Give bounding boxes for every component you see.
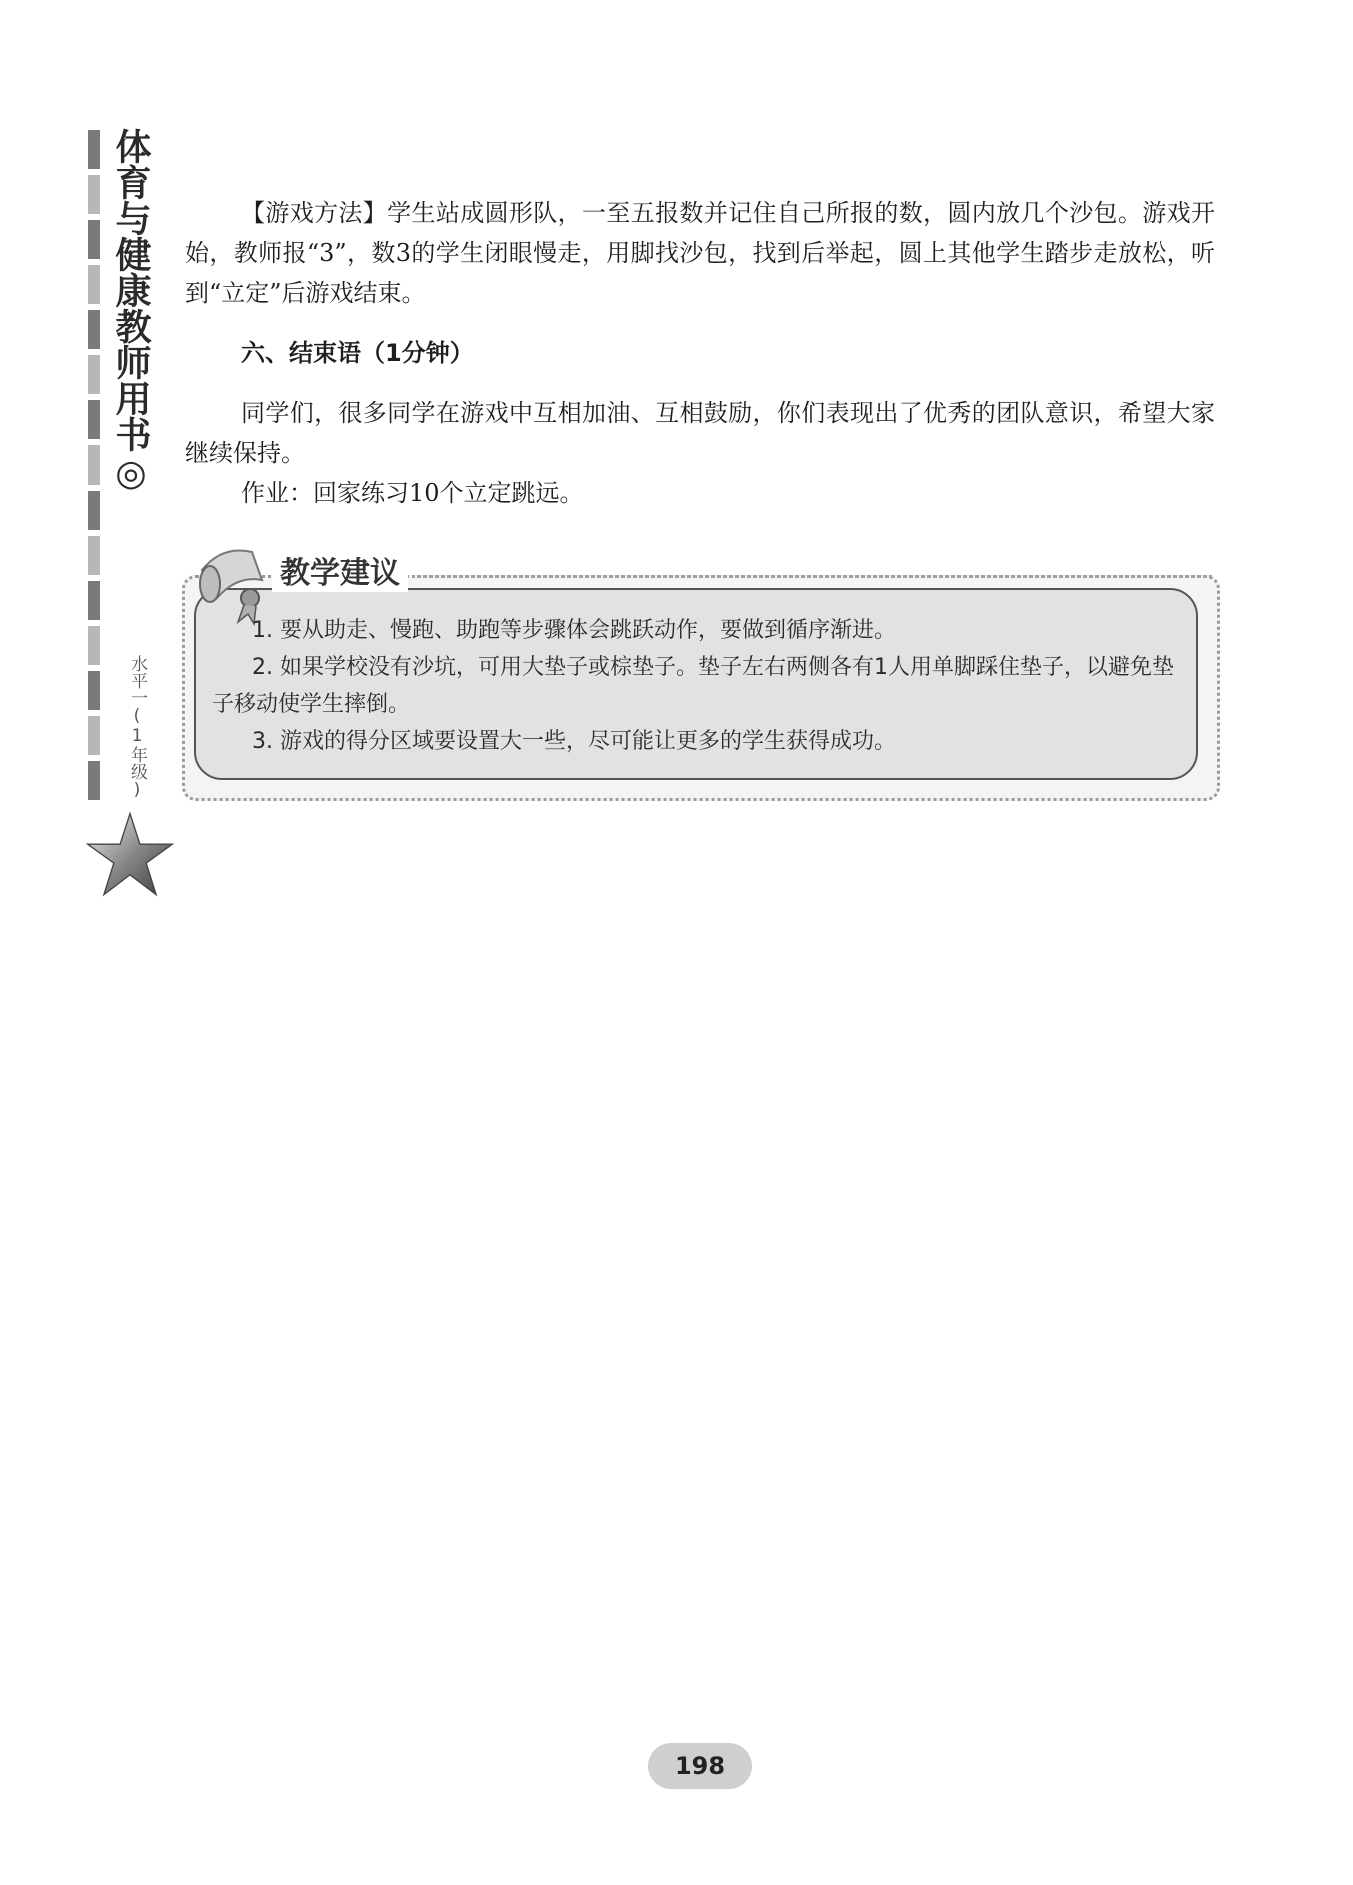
homework-paragraph: 作业：回家练习10个立定跳远。	[241, 479, 584, 507]
grade-level-label: 水平一(1年级)	[127, 655, 147, 800]
page-number: 198	[648, 1743, 752, 1789]
tips-title-dotted-line	[412, 575, 1212, 578]
list-item: 1. 要从助走、慢跑、助跑等步骤体会跳跃动作，要做到循序渐进。	[252, 618, 896, 643]
teaching-tips-box	[182, 540, 1218, 800]
list-item: 2. 如果学校没有沙坑，可用大垫子或棕垫子。垫子左右两侧各有1人用单脚踩住垫子，以避免垫子移动使学生摔倒。	[212, 655, 1174, 717]
game-method-paragraph: 【游戏方法】学生站成圆形队，一至五报数并记住自己所报的数，圆内放几个沙包。游戏开始，教师报“3”，数3的学生闭眼慢走，用脚找沙包，找到后举起，圆上其他学生踏步走放松，听到“立定”后游戏结束。	[185, 199, 1215, 307]
closing-paragraph: 同学们，很多同学在游戏中互相加油、互相鼓励，你们表现出了优秀的团队意识，希望大家继续保持。	[185, 399, 1215, 467]
tips-list	[212, 612, 1187, 760]
list-item: 3. 游戏的得分区域要设置大一些，尽可能让更多的学生获得成功。	[252, 729, 896, 754]
book-title: 体育与健康教师用书◎	[110, 128, 152, 494]
main-content	[185, 193, 1215, 513]
star-icon	[85, 810, 175, 900]
margin-decoration-bar	[88, 130, 100, 800]
section-heading: 六、结束语（1分钟）	[241, 339, 474, 367]
tips-title: 教学建议	[272, 548, 408, 592]
